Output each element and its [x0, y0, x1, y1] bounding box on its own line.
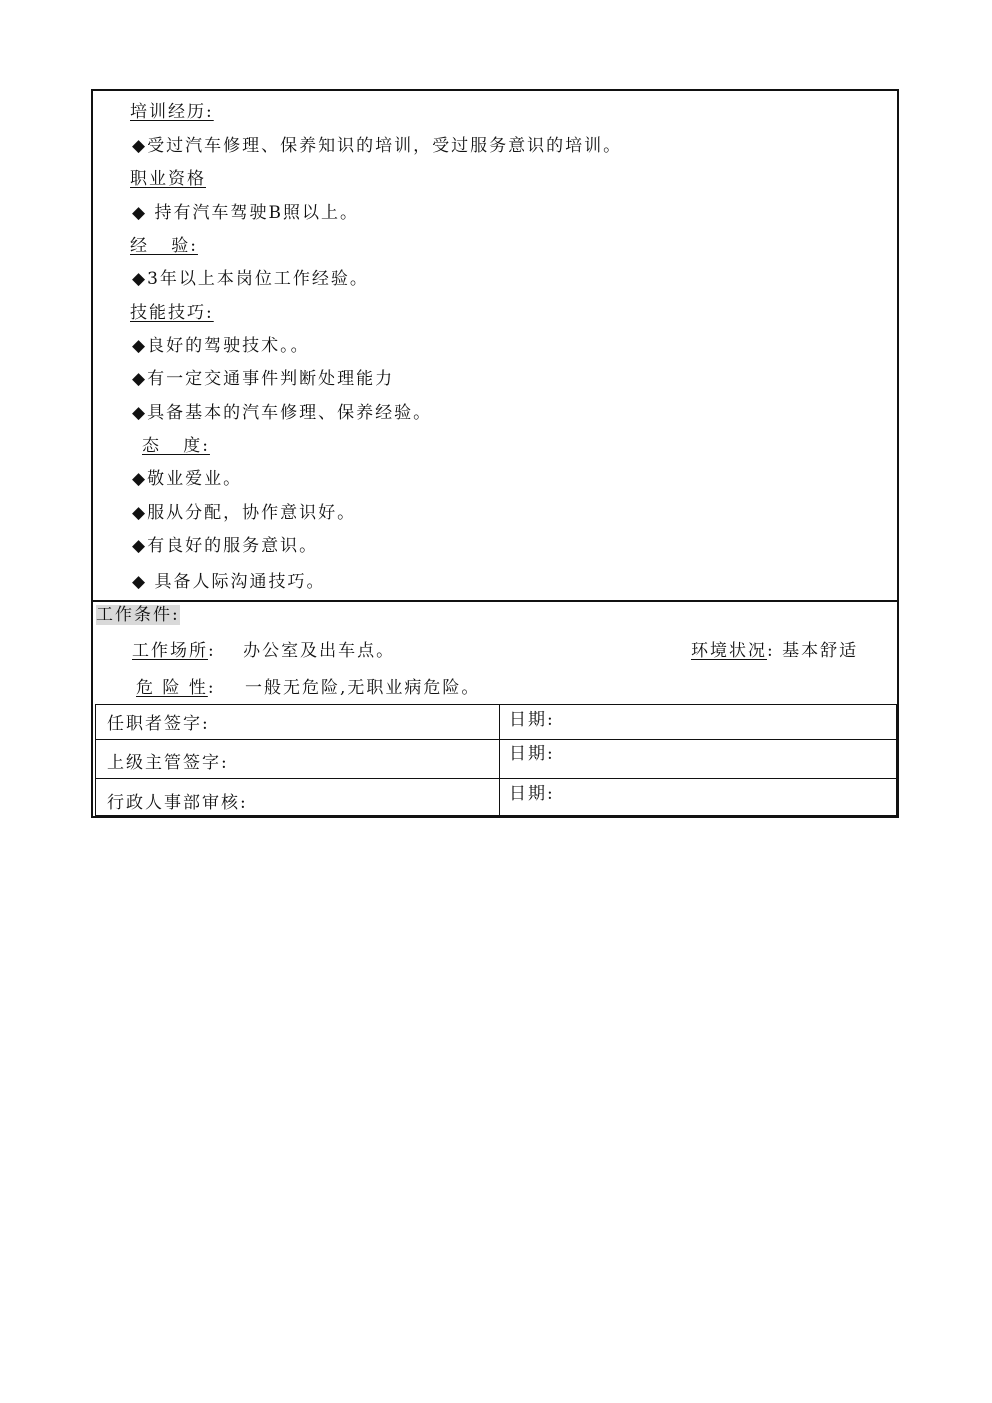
attitude-item: ◆服从分配，协作意识好。	[132, 503, 357, 523]
attitude-item: ◆ 具备人际沟通技巧。	[132, 572, 326, 592]
skills-item: ◆有一定交通事件判断处理能力	[132, 369, 395, 389]
experience-item: ◆3年以上本岗位工作经验。	[132, 269, 369, 289]
signature-column-divider	[499, 705, 500, 815]
employee-signature-label: 任职者签字:	[107, 714, 210, 734]
signature-table	[95, 704, 897, 816]
workplace-sep: :	[208, 641, 216, 661]
training-item: ◆受过汽车修理、保养知识的培训，受过服务意识的培训。	[132, 136, 623, 156]
risk-label: 危 险 性	[136, 678, 208, 698]
qualification-heading: 职业资格	[130, 169, 206, 189]
conditions-heading	[96, 604, 180, 626]
attitude-item: ◆敬业爱业。	[132, 469, 243, 489]
attitude-heading: 态 度:	[142, 436, 210, 456]
environment-label: 环境状况	[691, 641, 767, 661]
supervisor-signature-date: 日期:	[509, 744, 555, 764]
section-divider	[93, 600, 897, 602]
skills-item: ◆良好的驾驶技术。。	[132, 336, 310, 356]
risk-value: 一般无危险,无职业病危险。	[244, 678, 481, 698]
environment-value: 基本舒适	[782, 641, 859, 661]
skills-heading: 技能技巧:	[130, 303, 214, 323]
employee-signature-date: 日期:	[509, 710, 555, 730]
conditions-heading-text: 工作条件:	[96, 605, 180, 625]
environment-sep: :	[767, 641, 775, 661]
experience-heading: 经 验:	[130, 236, 198, 256]
hr-review-date: 日期:	[509, 784, 555, 804]
signature-row-divider	[96, 739, 896, 740]
skills-item: ◆具备基本的汽车修理、保养经验。	[132, 403, 433, 423]
workplace-value: 办公室及出车点。	[243, 641, 396, 661]
workplace-label: 工作场所	[132, 641, 208, 661]
environment-row	[691, 640, 858, 662]
supervisor-signature-label: 上级主管签字:	[107, 753, 229, 773]
job-requirements-table	[91, 89, 899, 818]
qualification-item: ◆ 持有汽车驾驶B照以上。	[132, 203, 359, 223]
training-heading: 培训经历:	[130, 102, 214, 122]
workplace-row	[132, 640, 395, 662]
signature-row-divider	[96, 778, 896, 779]
risk-sep: :	[207, 678, 216, 698]
hr-review-label: 行政人事部审核:	[107, 793, 248, 813]
attitude-item: ◆有良好的服务意识。	[132, 536, 319, 556]
risk-row	[136, 677, 480, 699]
